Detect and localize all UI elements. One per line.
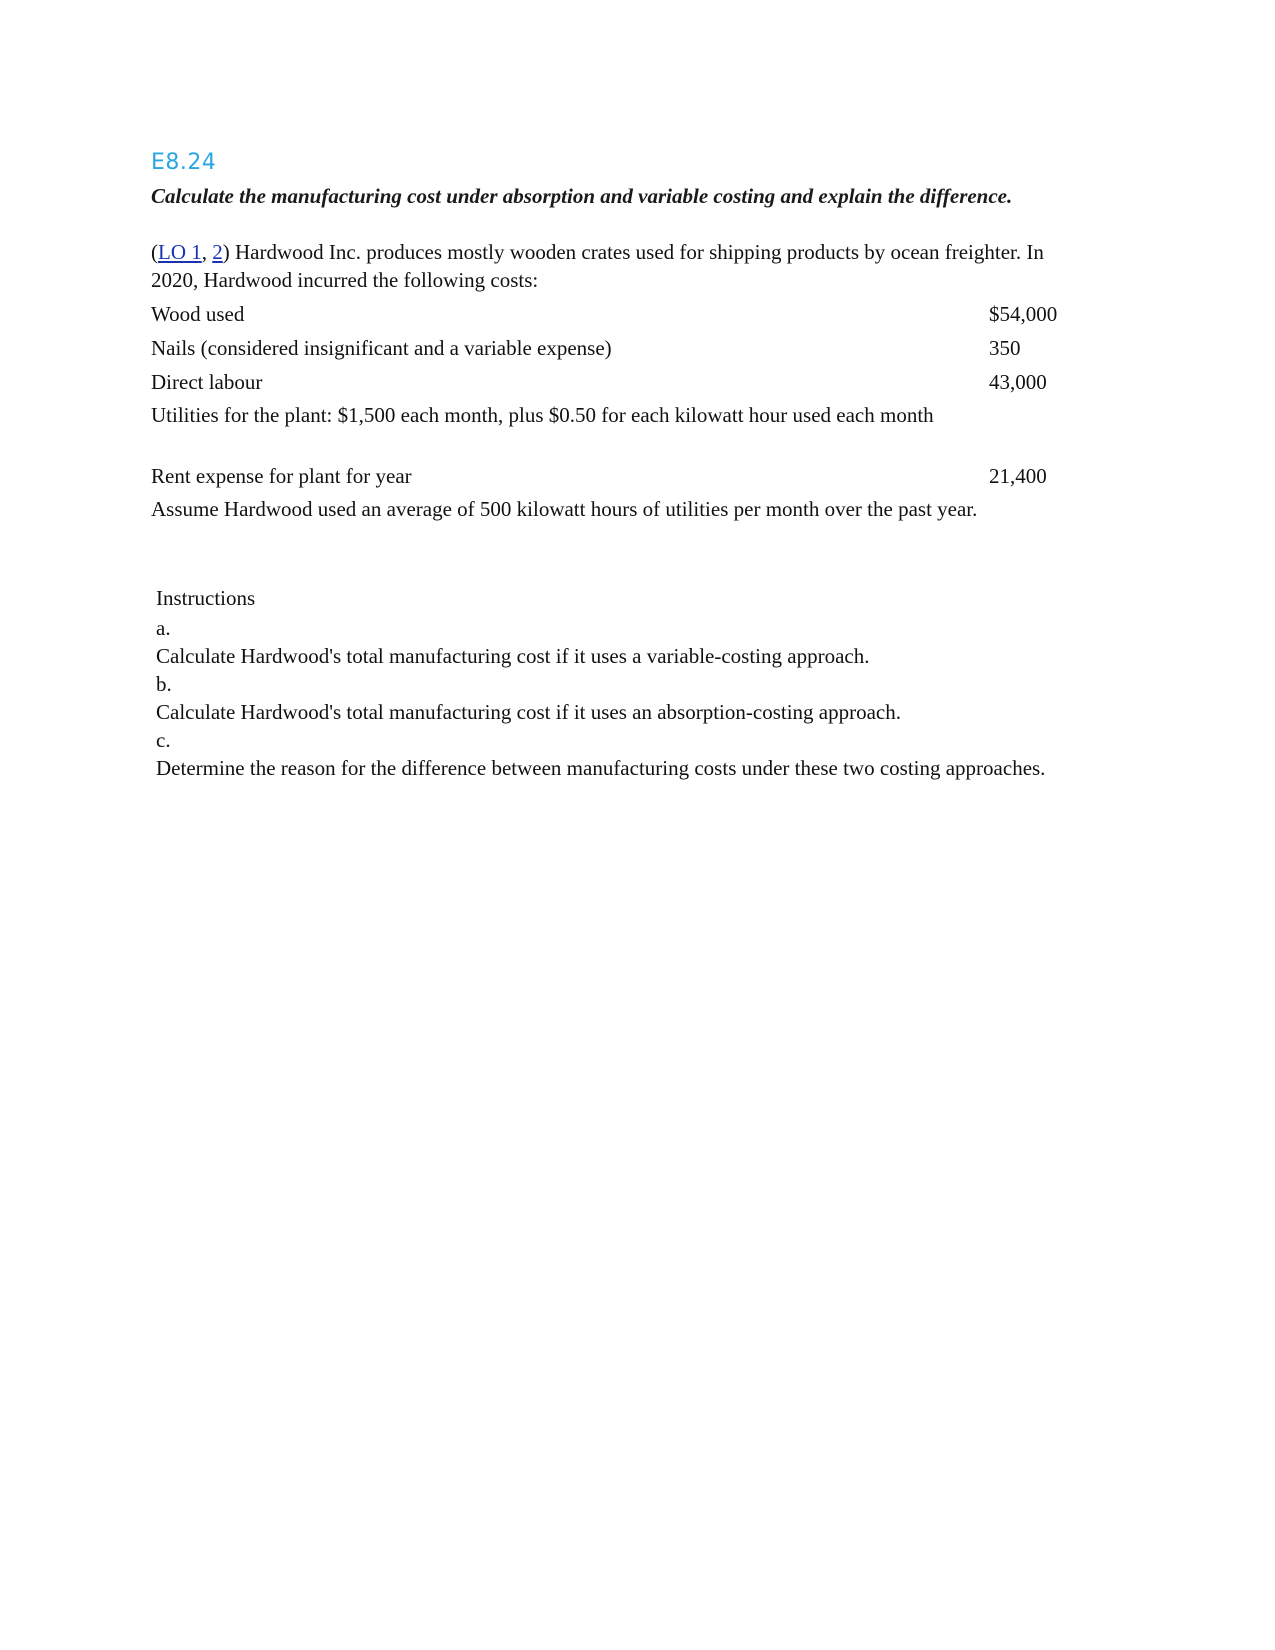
cost-label: Rent expense for plant for year	[151, 464, 412, 488]
instruction-letter: a.	[156, 616, 171, 640]
cost-amount: $54,000	[989, 302, 1058, 326]
instruction-text: Determine the reason for the difference between manufacturing costs under these two costing approaches.	[156, 756, 1046, 780]
lo-2-link[interactable]: 2	[212, 240, 223, 264]
cost-label: Utilities for the plant: $1,500 each month, plus $0.50 for each kilowatt hour used each month	[151, 403, 934, 427]
exercise-heading: E8.24	[151, 150, 217, 175]
learning-objective: Calculate the manufacturing cost under absorption and variable costing and explain the difference.	[151, 184, 1013, 208]
instruction-letter: c.	[156, 728, 171, 752]
intro-open-paren: (	[151, 240, 158, 264]
cost-label: Wood used	[151, 302, 245, 326]
instructions-title: Instructions	[156, 586, 256, 610]
intro-text: Hardwood Inc. produces mostly wooden crates used for shipping products by ocean freighter. In 2020, Hardwood incurred the following costs:	[151, 240, 1044, 292]
assumption-text: Assume Hardwood used an average of 500 kilowatt hours of utilities per month over the past year.	[151, 497, 978, 521]
cost-label: Nails (considered insignificant and a variable expense)	[151, 336, 612, 360]
intro-separator: ,	[201, 240, 213, 264]
cost-amount: 21,400	[989, 464, 1047, 488]
lo-1-link[interactable]: LO 1	[158, 240, 202, 264]
cost-label: Direct labour	[151, 370, 263, 394]
instruction-text: Calculate Hardwood's total manufacturing cost if it uses a variable-costing approach.	[156, 644, 870, 668]
instruction-text: Calculate Hardwood's total manufacturing cost if it uses an absorption-costing approach.	[156, 700, 901, 724]
instructions-section	[156, 584, 1096, 782]
intro-close-paren: )	[222, 240, 230, 264]
problem-intro	[151, 238, 1091, 294]
cost-amount: 350	[989, 336, 1021, 360]
instruction-letter: b.	[156, 672, 172, 696]
cost-amount: 43,000	[989, 370, 1047, 394]
